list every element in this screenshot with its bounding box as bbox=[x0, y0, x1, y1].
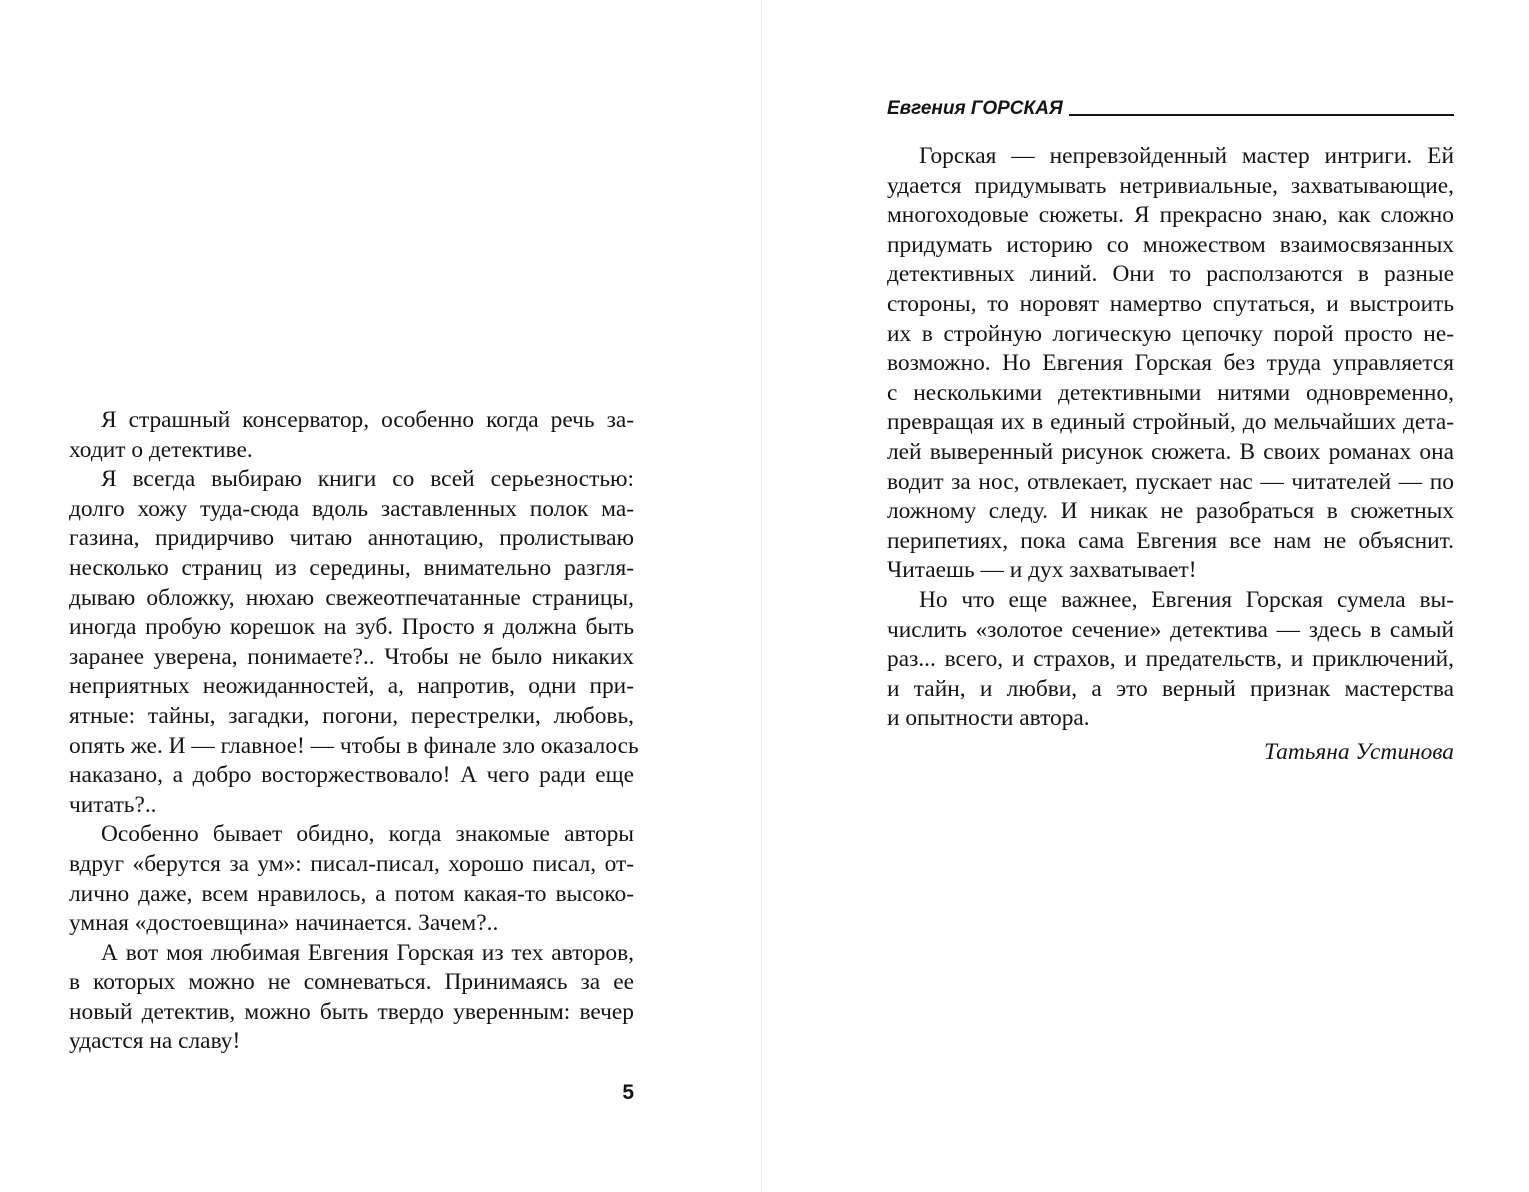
paragraph bbox=[887, 142, 1454, 586]
page-number: 5 bbox=[622, 1081, 634, 1104]
text-line: Я страшный консерватор, особенно когда речь за- bbox=[101, 407, 634, 433]
text-line: новый детектив, можно быть твердо уверенным: вечер bbox=[69, 998, 634, 1025]
text-line: превращая их в единый стройный, до мельчайших дета- bbox=[887, 409, 1454, 436]
text-line: стороны, то норовят намертво спутаться, и выстроить bbox=[887, 290, 1454, 317]
left-page bbox=[0, 0, 760, 1192]
right-page-text bbox=[887, 142, 1454, 734]
paragraph bbox=[69, 465, 639, 820]
text-line: Я всегда выбираю книги со всей серьезностью: bbox=[101, 466, 634, 493]
text-line: в которых можно не сомневаться. Принимаясь за ее bbox=[69, 969, 634, 996]
text-line: долго хожу туда-сюда вдоль заставленных полок ма- bbox=[69, 495, 634, 522]
left-page-text bbox=[69, 406, 639, 1057]
paragraph bbox=[69, 939, 634, 1057]
text-line: и опытности автора. bbox=[887, 705, 1090, 732]
running-head-rule bbox=[1069, 114, 1454, 116]
text-line: иногда пробую корешок на зуб. Просто я должна быть bbox=[69, 614, 634, 641]
text-line: Особенно бывает обидно, когда знакомые авторы bbox=[101, 821, 634, 848]
text-line: умная «достоевщина» начинается. Зачем?.. bbox=[69, 910, 499, 937]
text-line: лей выверенный рисунок сюжета. В своих романах она bbox=[887, 438, 1454, 465]
text-line: ятные: тайны, загадки, погони, перестрелки, любовь, bbox=[69, 702, 634, 729]
text-line: вдруг «берутся за ум»: писал-писал, хорошо писал, от- bbox=[69, 850, 634, 877]
text-line: удастся на славу! bbox=[69, 1028, 241, 1055]
text-line: многоходовые сюжеты. Я прекрасно знаю, как сложно bbox=[887, 202, 1454, 229]
paragraph bbox=[887, 586, 1454, 734]
signature: Татьяна Устинова bbox=[1263, 739, 1454, 765]
text-line: числить «золотое сечение» детектива — здесь в самый bbox=[887, 616, 1454, 643]
paragraph bbox=[69, 820, 634, 938]
text-line: раз... всего, и страхов, и предательств, и приключений, bbox=[887, 646, 1454, 673]
text-line: дываю обложку, нюхаю свежеотпечатанные страницы, bbox=[69, 584, 634, 611]
text-line: удается придумывать нетривиальные, захватывающие, bbox=[887, 172, 1454, 199]
text-line: А вот моя любимая Евгения Горская из тех авторов, bbox=[101, 939, 634, 966]
text-line: с несколькими детективными нитями одновременно, bbox=[887, 379, 1454, 406]
text-line: водит за нос, отвлекает, пускает нас — читателей — по bbox=[887, 468, 1454, 495]
text-line: и тайн, и любви, а это верный признак мастерства bbox=[887, 675, 1454, 702]
text-line: неприятных неожиданностей, а, напротив, одни при- bbox=[69, 673, 634, 700]
text-line: заранее уверена, понимаете?.. Чтобы не было никаких bbox=[69, 643, 634, 670]
text-line: перипетиях, пока сама Евгения все нам не объяснит. bbox=[887, 527, 1454, 554]
text-line: наказано, а добро восторжествовало! А чего ради еще bbox=[69, 762, 634, 789]
text-line: детективных линий. Они то расползаются в разные bbox=[887, 261, 1454, 288]
text-line: Но что еще важнее, Евгения Горская сумела вы- bbox=[919, 586, 1454, 613]
running-head bbox=[887, 94, 1454, 120]
paragraph bbox=[69, 406, 634, 465]
text-line: газина, придирчиво читаю аннотацию, пролистываю bbox=[69, 525, 634, 552]
text-line: читать?.. bbox=[69, 791, 157, 818]
text-line: ложному следу. И никак не разобраться в сюжетных bbox=[887, 498, 1454, 525]
text-line: ходит о детективе. bbox=[69, 436, 253, 463]
text-line: их в стройную логическую цепочку порой просто не- bbox=[887, 320, 1454, 347]
text-line: придумать историю со множеством взаимосвязанных bbox=[887, 231, 1454, 258]
text-line: Горская — непревзойденный мастер интриги. Ей bbox=[919, 143, 1454, 169]
text-line: возможно. Но Евгения Горская без труда управляется bbox=[887, 350, 1454, 377]
text-line: опять же. И — главное! — чтобы в финале зло оказалось bbox=[69, 732, 639, 759]
text-line: лично даже, всем нравилось, а потом какая-то высоко- bbox=[69, 880, 634, 907]
right-page bbox=[762, 0, 1529, 1192]
text-line: Читаешь — и дух захватывает! bbox=[887, 557, 1197, 584]
running-head-author: Евгения ГОРСКАЯ bbox=[887, 98, 1063, 119]
text-line: несколько страниц из середины, внимательно разгля- bbox=[69, 554, 634, 581]
